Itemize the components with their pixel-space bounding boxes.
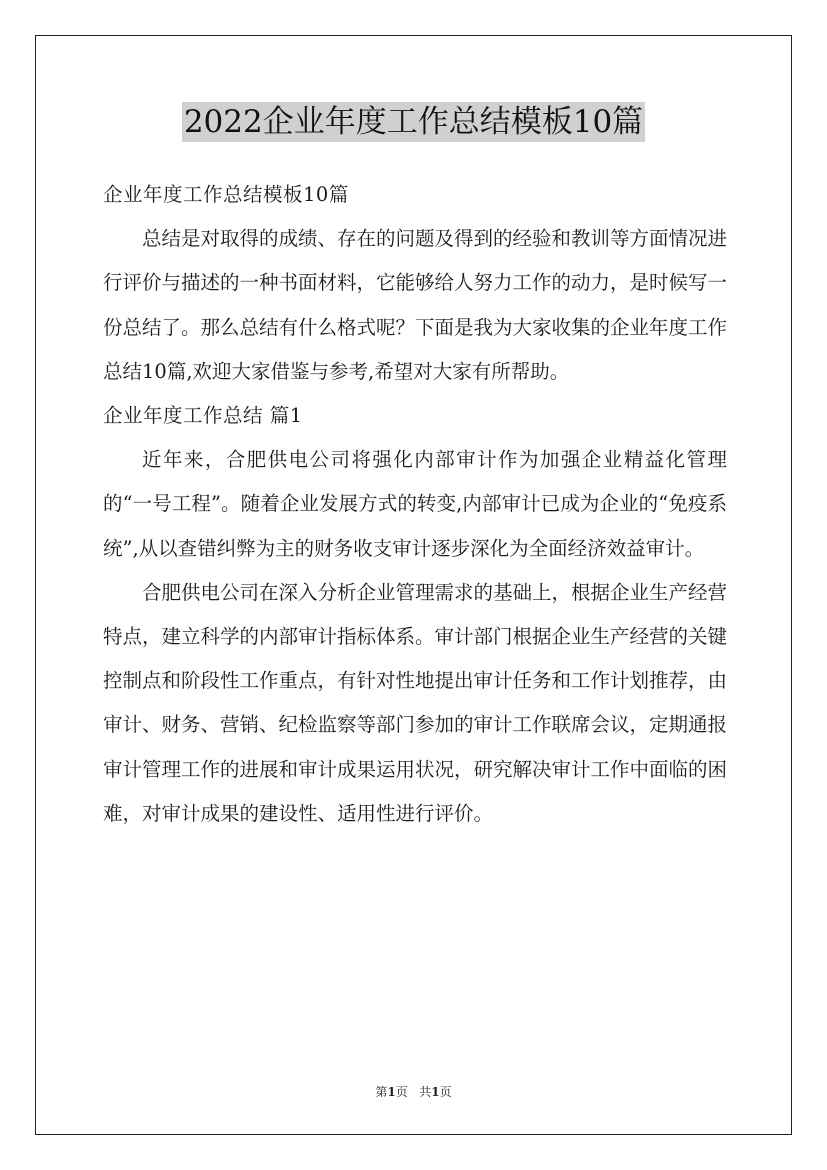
page-footer [0,1084,827,1100]
document-subtitle: 企业年度工作总结模板10篇 [103,183,349,206]
total-suffix: 页 [439,1085,452,1099]
body-paragraph-2: 合肥供电公司在深入分析企业管理需求的基础上，根据企业生产经营特点，建立科学的内部审计指标体系。审计部门根据企业生产经营的关键控制点和阶段性工作重点，有针对性地提出审计任务和工作计划推荐，由审计、财务、营销、纪检监察等部门参加的审计工作联席会议，定期通报审计管理工作的进展和审计成果运用状况，研究解决审计工作中面临的困难，对审计成果的建设性、适用性进行评价。 [103,580,728,825]
page-number: 1 [387,1085,396,1099]
body-paragraph-1: 近年来，合肥供电公司将强化内部审计作为加强企业精益化管理的“一号工程”。随着企业发展方式的转变,内部审计已成为企业的“免疫系统”,从以查错纠弊为主的财务收支审计逐步深化为全面经济效益审计。 [103,448,727,560]
page-suffix: 页 [395,1085,408,1099]
document-body [103,173,727,836]
document-title: 2022企业年度工作总结模板10篇 [183,104,644,140]
total-pages: 1 [431,1085,440,1099]
section-heading: 企业年度工作总结 篇1 [103,404,303,428]
intro-paragraph: 总结是对取得的成绩、存在的问题及得到的经验和教训等方面情况进行评价与描述的一种书面材料，它能够给人努力工作的动力，是时候写一份总结了。那么总结有什么格式呢？下面是我为大家收集的企业年度工作总结10篇,欢迎大家借鉴与参考,希望对大家有所帮助。 [103,227,728,383]
page-prefix: 第 [375,1085,388,1099]
title-container [0,102,827,142]
total-prefix: 共 [419,1085,432,1099]
